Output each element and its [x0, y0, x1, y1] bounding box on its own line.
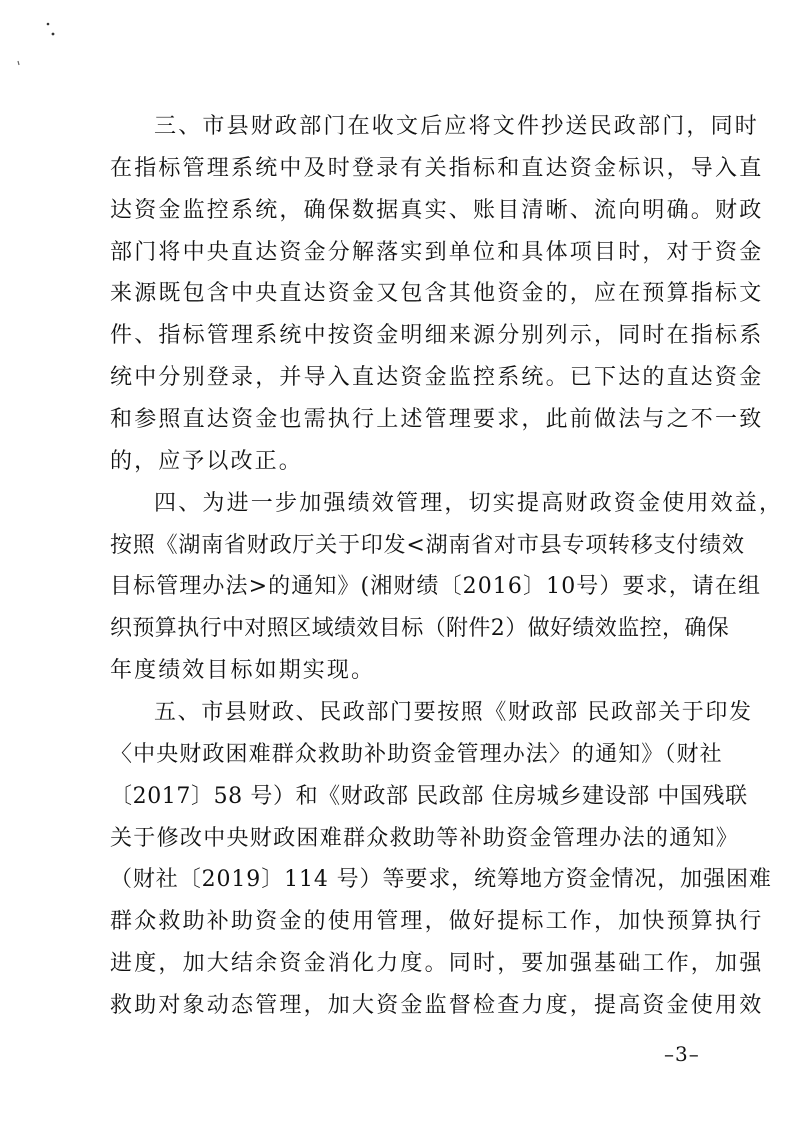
ink-mark	[18, 61, 19, 65]
paragraph-line: 织预算执行中对照区域绩效目标（附件2）做好绩效监控，确保	[110, 616, 730, 641]
paragraph-line: 件、指标管理系统中按资金明细来源分别列示，同时在指标系	[110, 323, 764, 348]
paragraph-line: 来源既包含中央直达资金又包含其他资金的，应在预算指标文	[110, 281, 764, 306]
paragraph-line: 和参照直达资金也需执行上述管理要求，此前做法与之不一致	[110, 407, 764, 432]
paragraph-line: 按照《湖南省财政厅关于印发<湖南省对市县专项转移支付绩效	[110, 533, 745, 558]
paragraph-line: 四、为进一步加强绩效管理，切实提高财政资金使用效益，	[154, 491, 784, 516]
paragraph-line: 年度绩效目标如期实现。	[110, 658, 376, 683]
paragraph-line: 统中分别登录，并导入直达资金监控系统。已下达的直达资金	[110, 365, 764, 390]
page-number: –3–	[664, 1042, 700, 1066]
paragraph-line: 五、市县财政、民政部门要按照《财政部 民政部关于印发	[154, 700, 753, 725]
margin-marks	[10, 18, 80, 78]
paragraph-line: 的，应予以改正。	[110, 449, 303, 474]
paragraph-line: （财社〔2019〕114 号）等要求，统筹地方资金情况，加强困难	[110, 867, 772, 892]
paragraph-line: 部门将中央直达资金分解落实到单位和具体项目时，对于资金	[110, 240, 764, 265]
paragraph-line: 进度，加大结余资金消化力度。同时，要加强基础工作，加强	[110, 951, 764, 976]
paragraph-line: 〈中央财政困难群众救助补助资金管理办法〉的通知》（财社	[110, 742, 723, 767]
paragraph-line: 目标管理办法>的通知》(湘财绩〔2016〕10号）要求，请在组	[110, 574, 762, 599]
paragraph-line: 在指标管理系统中及时登录有关指标和直达资金标识，导入直	[110, 156, 764, 181]
ink-dot	[52, 33, 55, 36]
ink-dot	[47, 23, 50, 26]
paragraph-line: 〔2017〕58 号）和《财政部 民政部 住房城乡建设部 中国残联	[110, 784, 748, 809]
paragraph-line: 关于修改中央财政困难群众救助等补助资金管理办法的通知》	[110, 826, 740, 851]
paragraph-line: 三、市县财政部门在收文后应将文件抄送民政部门，同时	[154, 114, 760, 139]
paragraph-line: 群众救助补助资金的使用管理，做好提标工作，加快预算执行	[110, 909, 764, 934]
paragraph-line: 救助对象动态管理，加大资金监督检查力度，提高资金使用效	[110, 993, 764, 1018]
paragraph-line: 达资金监控系统，确保数据真实、账目清晰、流向明确。财政	[110, 198, 764, 223]
